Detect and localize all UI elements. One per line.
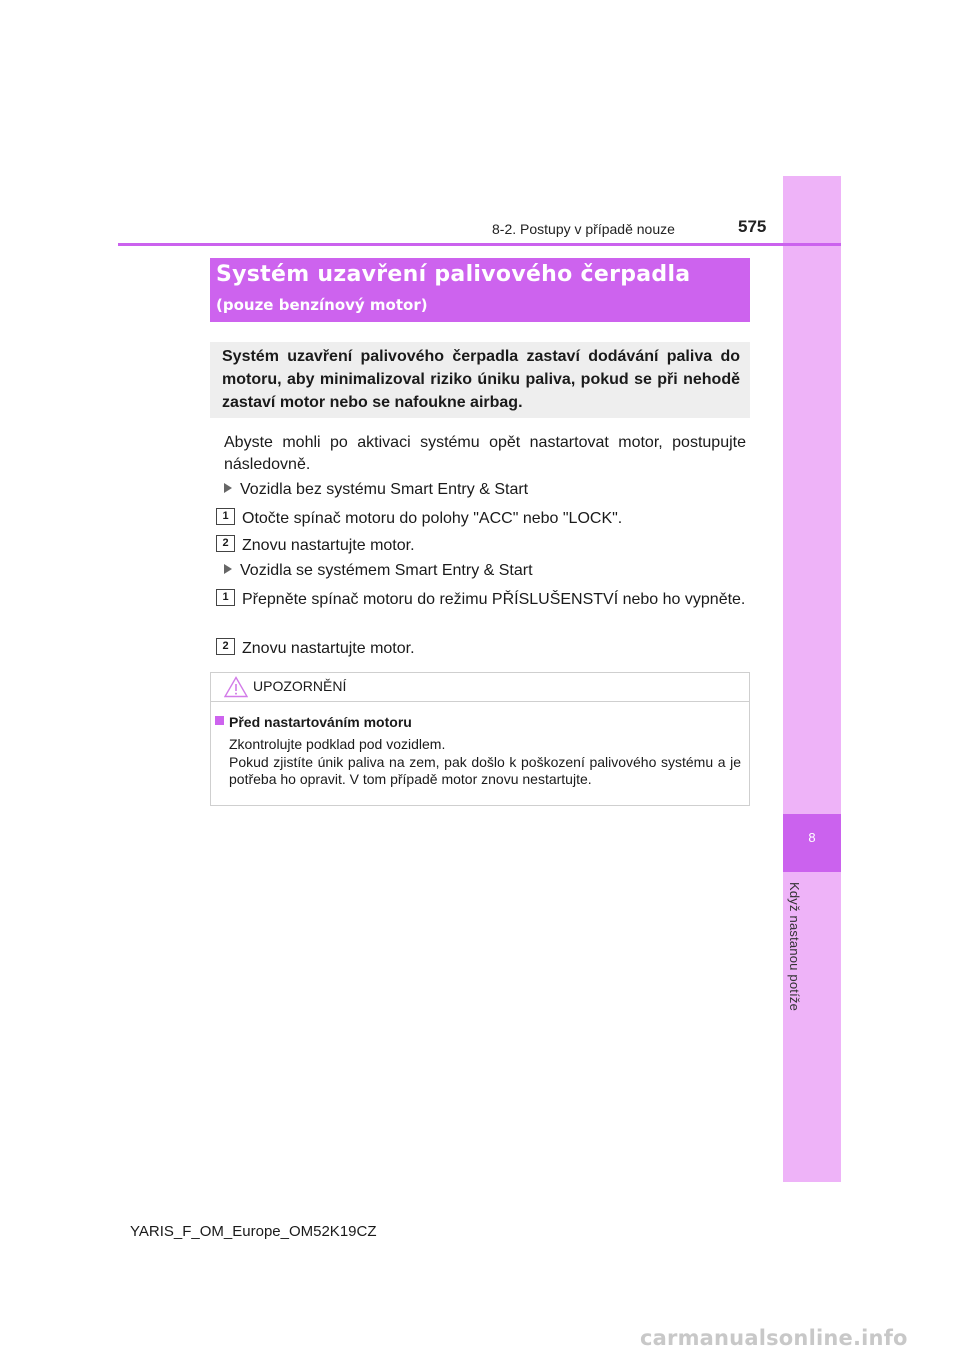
triangle-bullet-icon (224, 564, 232, 574)
step-number-badge: 2 (216, 535, 235, 552)
body-paragraph: Abyste mohli po aktivaci systému opět nastartovat motor, postupujte následovně. (224, 434, 746, 473)
chapter-side-tab (783, 176, 841, 1182)
header-divider (118, 243, 841, 246)
step-number-badge: 1 (216, 589, 235, 606)
watermark-text: carmanualsonline.info (640, 1326, 908, 1350)
warning-divider (211, 701, 749, 702)
step-number-badge: 1 (216, 508, 235, 525)
warning-label: UPOZORNĚNÍ (253, 678, 347, 694)
document-code: YARIS_F_OM_Europe_OM52K19CZ (130, 1223, 377, 1240)
square-bullet-icon (215, 716, 224, 725)
warning-subheading: Před nastartováním motoru (229, 714, 412, 730)
step-number-badge: 2 (216, 638, 235, 655)
warning-text (229, 736, 741, 789)
page-title: Systém uzavření palivového čerpadla (216, 262, 691, 287)
section-label: 8-2. Postupy v případě nouze (492, 221, 675, 237)
triangle-bullet-icon (224, 483, 232, 493)
group-heading-text: Vozidla bez systému Smart Entry & Start (240, 481, 529, 498)
group-heading-smart-entry (224, 562, 533, 580)
chapter-title: Když nastanou potíže (787, 882, 802, 1012)
step-text: Přepněte spínač motoru do režimu PŘÍSLUŠENSTVÍ nebo ho vypněte. (242, 591, 746, 608)
page-number: 575 (738, 217, 767, 236)
step-text: Otočte spínač motoru do polohy "ACC" nebo "LOCK". (242, 510, 623, 527)
warning-line: Zkontrolujte podklad pod vozidlem. (229, 736, 446, 752)
step-text: Znovu nastartujte motor. (242, 640, 415, 657)
intro-text: Systém uzavření palivového čerpadla zastaví dodávání paliva do motoru, aby minimalizoval riziko úniku paliva, pokud se při nehodě zastaví motor nebo se nafoukne airbag. (222, 348, 740, 411)
step-text: Znovu nastartujte motor. (242, 537, 415, 554)
warning-line: Pokud zjistíte únik paliva na zem, pak došlo k poškození palivového systému a je potřeba ho opravit. V tom případě motor znovu nestartujte. (229, 753, 741, 787)
group-heading-text: Vozidla se systémem Smart Entry & Start (240, 562, 533, 579)
chapter-number: 8 (808, 830, 816, 845)
page-subtitle: (pouze benzínový motor) (216, 296, 428, 314)
group-heading-no-smart-entry (224, 481, 528, 499)
warning-triangle-icon (224, 676, 248, 698)
